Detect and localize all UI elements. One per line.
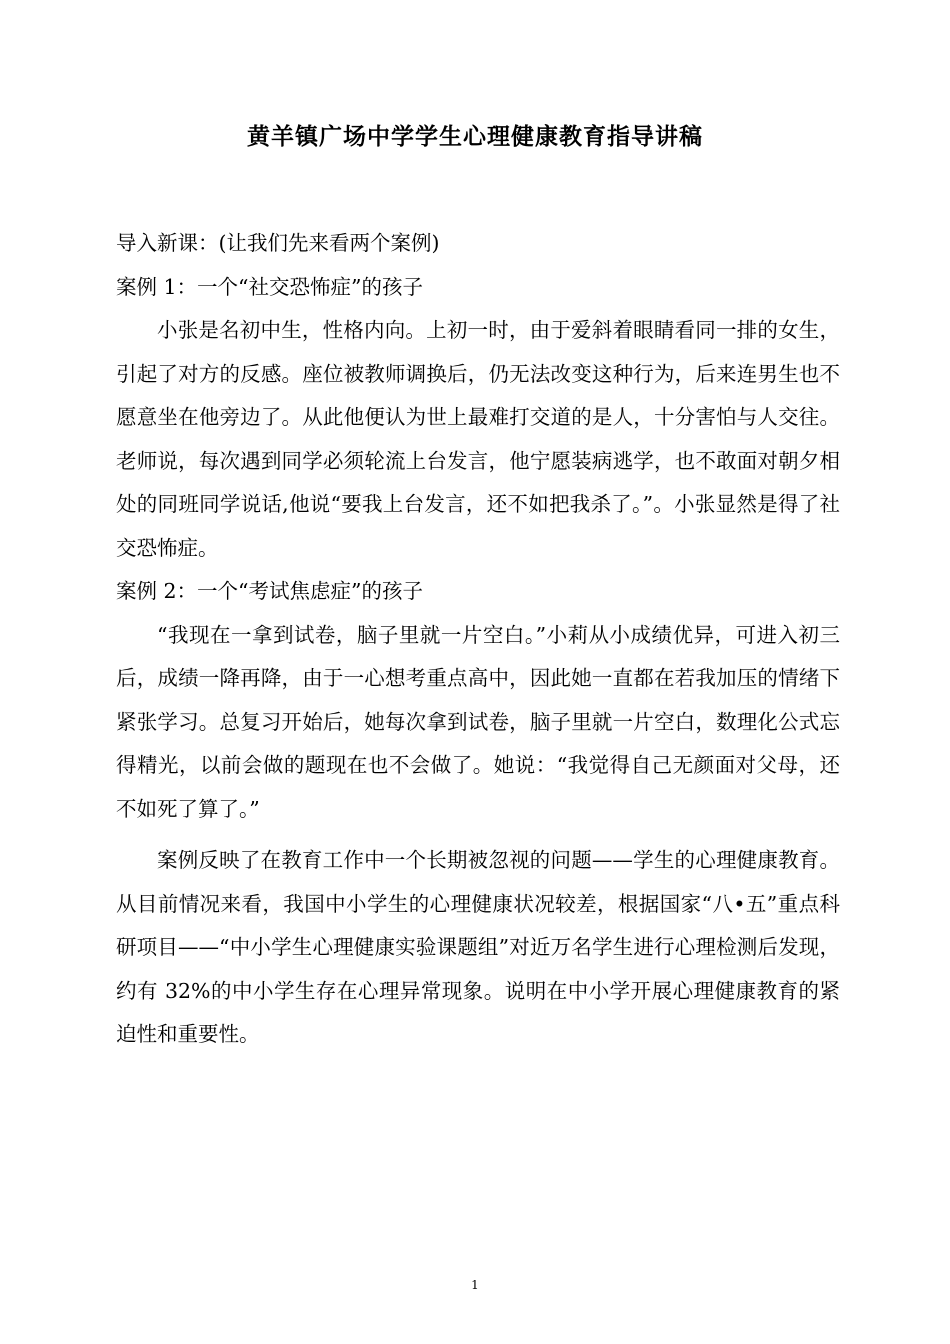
case1-heading: 案例 1：一个“社交恐怖症”的孩子: [116, 274, 424, 299]
document-body: [116, 222, 840, 1057]
document-title: 黄羊镇广场中学学生心理健康教育指导讲稿: [247, 124, 703, 150]
page-number: 1: [471, 1278, 479, 1292]
case2-heading: 案例 2：一个“考试焦虑症”的孩子: [116, 579, 424, 603]
case2-paragraph: “我现在一拿到试卷，脑子里就一片空白。”小莉从小成绩优异，可进入初三后，成绩一降再降，由于一心想考重点高中，因此她一直都在若我加压的情绪下紧张学习。总复习开始后，她每次拿到试卷，脑子里就一片空白，数理化公式忘得精光，以前会做的题现在也不会做了。她说：“我觉得自己无颜面对父母，还不如死了算了。”: [116, 622, 840, 821]
case1-paragraph: 小张是名初中生，性格内向。上初一时，由于爱斜着眼睛看同一排的女生，引起了对方的反感。座位被教师调换后，仍无法改变这种行为，后来连男生也不愿意坐在他旁边了。从此他便认为世上最难打交道的是人，十分害怕与人交往。老师说，每次遇到同学必须轮流上台发言，他宁愿装病逃学，也不敢面对朝夕相处的同班同学说话,他说“要我上台发言，还不如把我杀了。”。小张显然是得了社交恐怖症。: [116, 318, 840, 560]
summary-paragraph: 案例反映了在教育工作中一个长期被忽视的问题——学生的心理健康教育。从目前情况来看，我国中小学生的心理健康状况较差，根据国家“八•五”重点科研项目——“中小学生心理健康实验课题组”对近万名学生进行心理检测后发现，约有 32%的中小学生存在心理异常现象。说明在中小学开展心理健康教育的紧迫性和重要性。: [116, 848, 840, 1046]
intro-line: 导入新课：(让我们先来看两个案例): [116, 231, 440, 255]
